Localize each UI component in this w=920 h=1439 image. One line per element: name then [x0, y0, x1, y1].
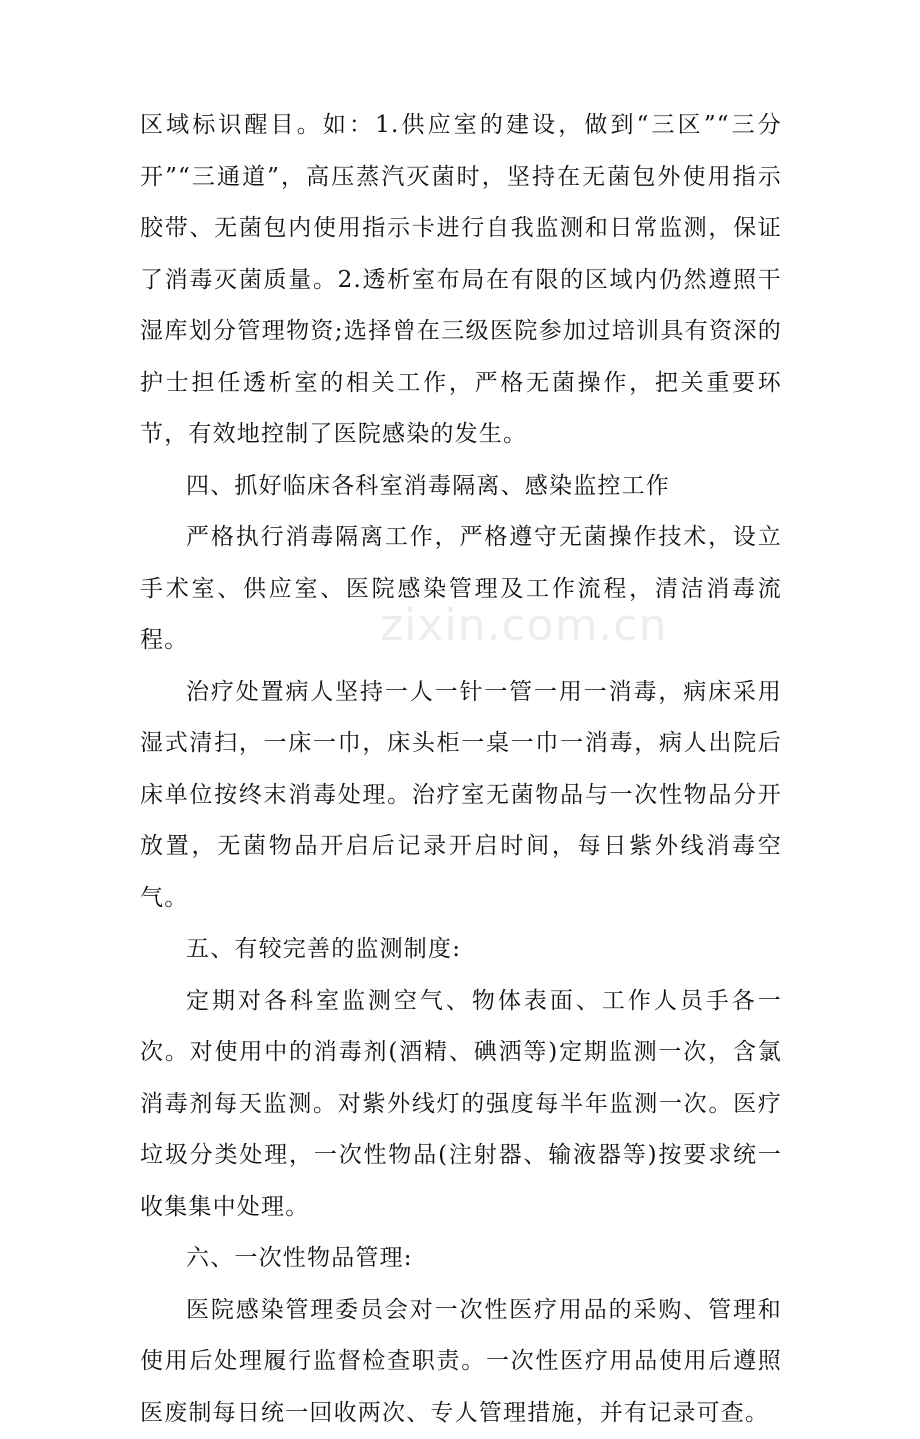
document-body [140, 100, 782, 1439]
section-heading-5: 五、有较完善的监测制度: [140, 924, 782, 976]
section-heading-6: 六、一次性物品管理: [140, 1233, 782, 1285]
paragraph: 治疗处置病人坚持一人一针一管一用一消毒，病床采用湿式清扫，一床一巾，床头柜一桌一巾一消毒，病人出院后床单位按终末消毒处理。治疗室无菌物品与一次性物品分开放置，无菌物品开启后记录开启时间，每日紫外线消毒空气。 [140, 667, 782, 925]
paragraph: 定期对各科室监测空气、物体表面、工作人员手各一次。对使用中的消毒剂(酒精、碘洒等)定期监测一次，含氯消毒剂每天监测。对紫外线灯的强度每半年监测一次。医疗垃圾分类处理，一次性物品(注射器、输液器等)按要求统一收集集中处理。 [140, 976, 782, 1234]
watermark: zixin.com.cn [380, 600, 668, 651]
paragraph: 严格执行消毒隔离工作，严格遵守无菌操作技术，设立手术室、供应室、医院感染管理及工作流程，清洁消毒流程。 [140, 512, 782, 667]
paragraph: 医院感染管理委员会对一次性医疗用品的采购、管理和使用后处理履行监督检查职责。一次性医疗用品使用后遵照医废制每日统一回收两次、专人管理措施，并有记录可查。 [140, 1285, 782, 1439]
paragraph-continued: 区域标识醒目。如：1.供应室的建设，做到“三区”“三分开”“三通道”，高压蒸汽灭菌时，坚持在无菌包外使用指示胶带、无菌包内使用指示卡进行自我监测和日常监测，保证了消毒灭菌质量。2.透析室布局在有限的区域内仍然遵照干湿库划分管理物资;选择曾在三级医院参加过培训具有资深的护士担任透析室的相关工作，严格无菌操作，把关重要环节，有效地控制了医院感染的发生。 [140, 100, 782, 461]
section-heading-4: 四、抓好临床各科室消毒隔离、感染监控工作 [140, 461, 782, 513]
